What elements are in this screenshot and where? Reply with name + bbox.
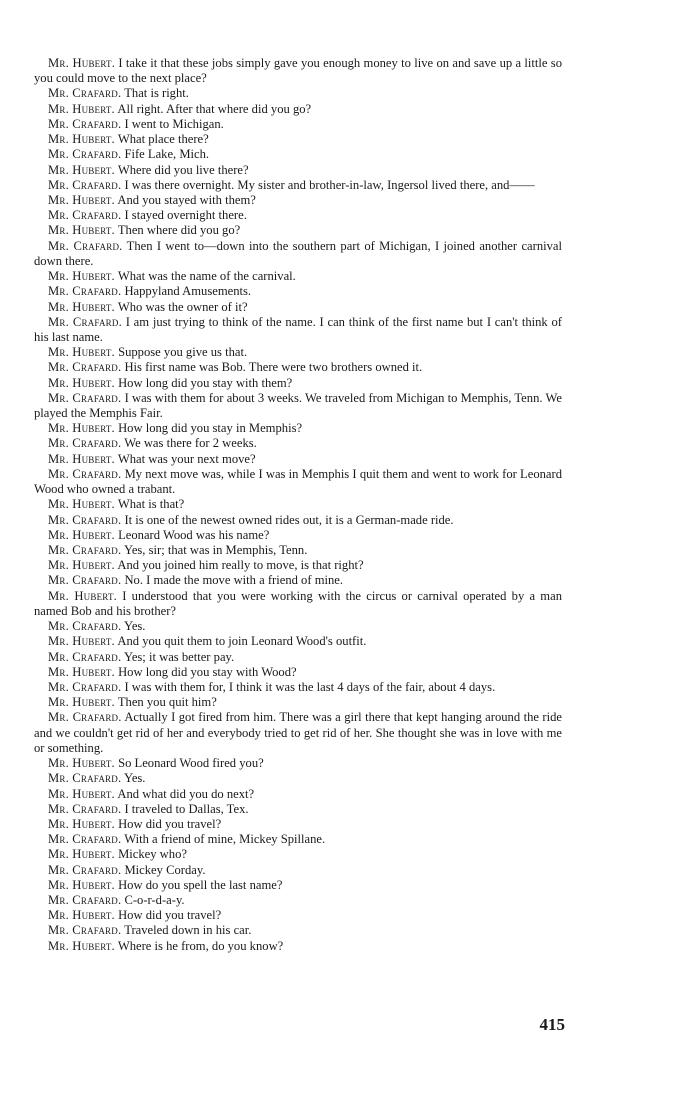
- speaker-name: Mr. Crafard.: [48, 238, 123, 253]
- speaker-name: Mr. Crafard.: [48, 862, 122, 877]
- transcript-paragraph: [34, 467, 562, 497]
- speaker-name: Mr. Hubert.: [48, 695, 115, 710]
- transcript-paragraph: [34, 558, 562, 573]
- transcript-paragraph: [34, 650, 562, 665]
- speaker-name: Mr. Hubert.: [48, 786, 115, 801]
- statement-text: Where did you live there?: [117, 162, 249, 177]
- statement-text: How did you travel?: [118, 816, 222, 831]
- speaker-name: Mr. Crafard.: [48, 679, 122, 694]
- transcript-paragraph: [34, 893, 562, 908]
- transcript-paragraph: [34, 284, 562, 299]
- transcript-paragraph: [34, 56, 562, 86]
- transcript-paragraph: [34, 436, 562, 451]
- statement-text: What was your next move?: [117, 451, 256, 466]
- speaker-name: Mr. Crafard.: [48, 801, 122, 816]
- transcript-paragraph: [34, 102, 562, 117]
- transcript-paragraph: [34, 863, 562, 878]
- speaker-name: Mr. Hubert.: [48, 877, 115, 892]
- transcript-paragraph: [34, 391, 562, 421]
- statement-text: I was with them for about 3 weeks. We traveled from Michigan to Memphis, Tenn. We played the Memphis Fair.: [34, 390, 562, 421]
- page-number: 415: [539, 1015, 565, 1034]
- transcript-paragraph: [34, 573, 562, 588]
- transcript-paragraph: [34, 878, 562, 893]
- transcript-paragraph: [34, 163, 562, 178]
- statement-text: And you stayed with them?: [117, 192, 256, 207]
- transcript-paragraph: [34, 239, 562, 269]
- statement-text: How long did you stay in Memphis?: [118, 421, 303, 436]
- speaker-name: Mr. Hubert.: [48, 223, 115, 238]
- transcript-paragraph: [34, 756, 562, 771]
- transcript-paragraph: [34, 376, 562, 391]
- speaker-name: Mr. Hubert.: [48, 664, 115, 679]
- statement-text: I am just trying to think of the name. I can think of the first name but I can't think of his last name.: [34, 314, 562, 344]
- transcript-paragraph: [34, 178, 562, 193]
- speaker-name: Mr. Crafard.: [48, 360, 122, 375]
- speaker-name: Mr. Hubert.: [48, 847, 115, 862]
- speaker-name: Mr. Crafard.: [48, 466, 122, 481]
- speaker-name: Mr. Hubert.: [48, 421, 115, 436]
- statement-text: With a friend of mine, Mickey Spillane.: [124, 832, 326, 847]
- statement-text: Mickey who?: [118, 847, 187, 862]
- speaker-name: Mr. Crafard.: [48, 284, 122, 299]
- statement-text: No. I made the move with a friend of mine.: [124, 573, 344, 588]
- statement-text: Yes; it was better pay.: [123, 649, 235, 664]
- speaker-name: Mr. Hubert.: [48, 558, 115, 573]
- transcript-paragraph: [34, 802, 562, 817]
- speaker-name: Mr. Hubert.: [48, 132, 115, 147]
- transcript-paragraph: [34, 497, 562, 512]
- transcript-paragraph: [34, 300, 562, 315]
- transcript-body: [34, 56, 562, 954]
- statement-text: All right. After that where did you go?: [117, 101, 312, 116]
- speaker-name: Mr. Hubert.: [48, 269, 115, 284]
- transcript-paragraph: [34, 771, 562, 786]
- statement-text: Then I went to—down into the southern part of Michigan, I joined another carnival down there.: [34, 238, 562, 268]
- transcript-paragraph: [34, 695, 562, 710]
- statement-text: How long did you stay with Wood?: [118, 664, 297, 679]
- speaker-name: Mr. Crafard.: [48, 314, 122, 329]
- speaker-name: Mr. Crafard.: [48, 771, 122, 786]
- transcript-page: [34, 56, 562, 954]
- speaker-name: Mr. Hubert.: [48, 101, 115, 116]
- statement-text: Yes, sir; that was in Memphis, Tenn.: [123, 543, 308, 557]
- transcript-paragraph: [34, 208, 562, 223]
- statement-text: I went to Michigan.: [124, 116, 224, 131]
- statement-text: Leonard Wood was his name?: [118, 527, 270, 542]
- transcript-paragraph: [34, 923, 562, 938]
- transcript-paragraph: [34, 345, 562, 360]
- speaker-name: Mr. Hubert.: [48, 497, 115, 512]
- statement-text: Suppose you give us that.: [118, 345, 248, 360]
- transcript-paragraph: [34, 269, 562, 284]
- speaker-name: Mr. Hubert.: [48, 634, 115, 649]
- transcript-paragraph: [34, 939, 562, 954]
- speaker-name: Mr. Hubert.: [48, 299, 115, 314]
- speaker-name: Mr. Hubert.: [48, 451, 115, 466]
- statement-text: So Leonard Wood fired you?: [118, 756, 264, 771]
- statement-text: I was there overnight. My sister and brother-in-law, Ingersol lived there, and——: [124, 177, 535, 192]
- statement-text: We was there for 2 weeks.: [124, 436, 257, 451]
- statement-text: Who was the owner of it?: [117, 299, 248, 314]
- statement-text: Fife Lake, Mich.: [124, 147, 210, 162]
- statement-text: And you quit them to join Leonard Wood's outfit.: [117, 634, 367, 649]
- transcript-paragraph: [34, 908, 562, 923]
- statement-text: And you joined him really to move, is that right?: [117, 558, 364, 573]
- statement-text: It is one of the newest owned rides out, it is a German-made ride.: [124, 512, 454, 527]
- transcript-paragraph: [34, 86, 562, 101]
- speaker-name: Mr. Crafard.: [48, 923, 122, 938]
- speaker-name: Mr. Crafard.: [48, 832, 122, 847]
- transcript-paragraph: [34, 680, 562, 695]
- speaker-name: Mr. Crafard.: [48, 649, 122, 664]
- transcript-paragraph: [34, 528, 562, 543]
- speaker-name: Mr. Crafard.: [48, 436, 122, 451]
- speaker-name: Mr. Crafard.: [48, 177, 122, 192]
- speaker-name: Mr. Hubert.: [48, 56, 116, 70]
- speaker-name: Mr. Crafard.: [48, 86, 122, 101]
- speaker-name: Mr. Hubert.: [48, 345, 115, 360]
- transcript-paragraph: [34, 452, 562, 467]
- statement-text: How do you spell the last name?: [118, 877, 283, 892]
- speaker-name: Mr. Hubert.: [48, 816, 115, 831]
- transcript-paragraph: [34, 817, 562, 832]
- transcript-paragraph: [34, 589, 562, 619]
- speaker-name: Mr. Crafard.: [48, 893, 122, 908]
- statement-text: Yes.: [123, 619, 146, 634]
- transcript-paragraph: [34, 421, 562, 436]
- statement-text: And what did you do next?: [117, 786, 255, 801]
- transcript-paragraph: [34, 787, 562, 802]
- statement-text: Yes.: [123, 771, 146, 786]
- transcript-paragraph: [34, 315, 562, 345]
- transcript-paragraph: [34, 117, 562, 132]
- statement-text: Where is he from, do you know?: [117, 938, 284, 953]
- statement-text: His first name was Bob. There were two brothers owned it.: [124, 360, 423, 375]
- statement-text: How long did you stay with them?: [118, 375, 293, 390]
- transcript-paragraph: [34, 665, 562, 680]
- transcript-paragraph: [34, 360, 562, 375]
- speaker-name: Mr. Hubert.: [48, 908, 115, 923]
- statement-text: I understood that you were working with the circus or carnival operated by a man named Bob and his brother?: [34, 588, 562, 618]
- transcript-paragraph: [34, 634, 562, 649]
- speaker-name: Mr. Hubert.: [48, 375, 115, 390]
- statement-text: C-o-r-d-a-y.: [124, 893, 185, 908]
- speaker-name: Mr. Hubert.: [48, 588, 117, 603]
- transcript-paragraph: [34, 543, 562, 558]
- statement-text: Mickey Corday.: [124, 862, 206, 877]
- statement-text: Then where did you go?: [117, 223, 241, 238]
- speaker-name: Mr. Crafard.: [48, 147, 122, 162]
- speaker-name: Mr. Crafard.: [48, 116, 122, 131]
- statement-text: Then you quit him?: [117, 695, 217, 710]
- statement-text: I traveled to Dallas, Tex.: [124, 801, 249, 816]
- speaker-name: Mr. Hubert.: [48, 192, 115, 207]
- speaker-name: Mr. Crafard.: [48, 208, 122, 223]
- speaker-name: Mr. Crafard.: [48, 573, 122, 588]
- statement-text: That is right.: [124, 86, 189, 101]
- statement-text: What place there?: [117, 132, 209, 147]
- transcript-paragraph: [34, 832, 562, 847]
- transcript-paragraph: [34, 132, 562, 147]
- transcript-paragraph: [34, 223, 562, 238]
- speaker-name: Mr. Hubert.: [48, 938, 115, 953]
- transcript-paragraph: [34, 193, 562, 208]
- statement-text: Actually I got fired from him. There was a girl there that kept hanging around the ride and we couldn't get rid of her and everybody tried to get rid of her. She thought she was in love with me or something.: [34, 710, 562, 755]
- speaker-name: Mr. Crafard.: [48, 543, 122, 557]
- statement-text: How did you travel?: [118, 908, 222, 923]
- speaker-name: Mr. Crafard.: [48, 710, 122, 725]
- statement-text: I take it that these jobs simply gave you enough money to live on and save up a little so you could move to the next place?: [34, 56, 562, 86]
- statement-text: I stayed overnight there.: [124, 208, 247, 223]
- statement-text: My next move was, while I was in Memphis I quit them and went to work for Leonard Wood who owned a trabant.: [34, 466, 562, 497]
- speaker-name: Mr. Crafard.: [48, 512, 122, 527]
- speaker-name: Mr. Crafard.: [48, 390, 122, 405]
- transcript-paragraph: [34, 847, 562, 862]
- transcript-paragraph: [34, 513, 562, 528]
- speaker-name: Mr. Hubert.: [48, 527, 115, 542]
- transcript-paragraph: [34, 710, 562, 756]
- transcript-paragraph: [34, 619, 562, 634]
- statement-text: Happyland Amusements.: [124, 284, 252, 299]
- speaker-name: Mr. Crafard.: [48, 619, 122, 634]
- transcript-paragraph: [34, 147, 562, 162]
- speaker-name: Mr. Hubert.: [48, 756, 115, 771]
- statement-text: Traveled down in his car.: [124, 923, 252, 938]
- statement-text: I was with them for, I think it was the last 4 days of the fair, about 4 days.: [124, 679, 496, 694]
- statement-text: What was the name of the carnival.: [117, 269, 296, 284]
- statement-text: What is that?: [117, 497, 185, 512]
- speaker-name: Mr. Hubert.: [48, 162, 115, 177]
